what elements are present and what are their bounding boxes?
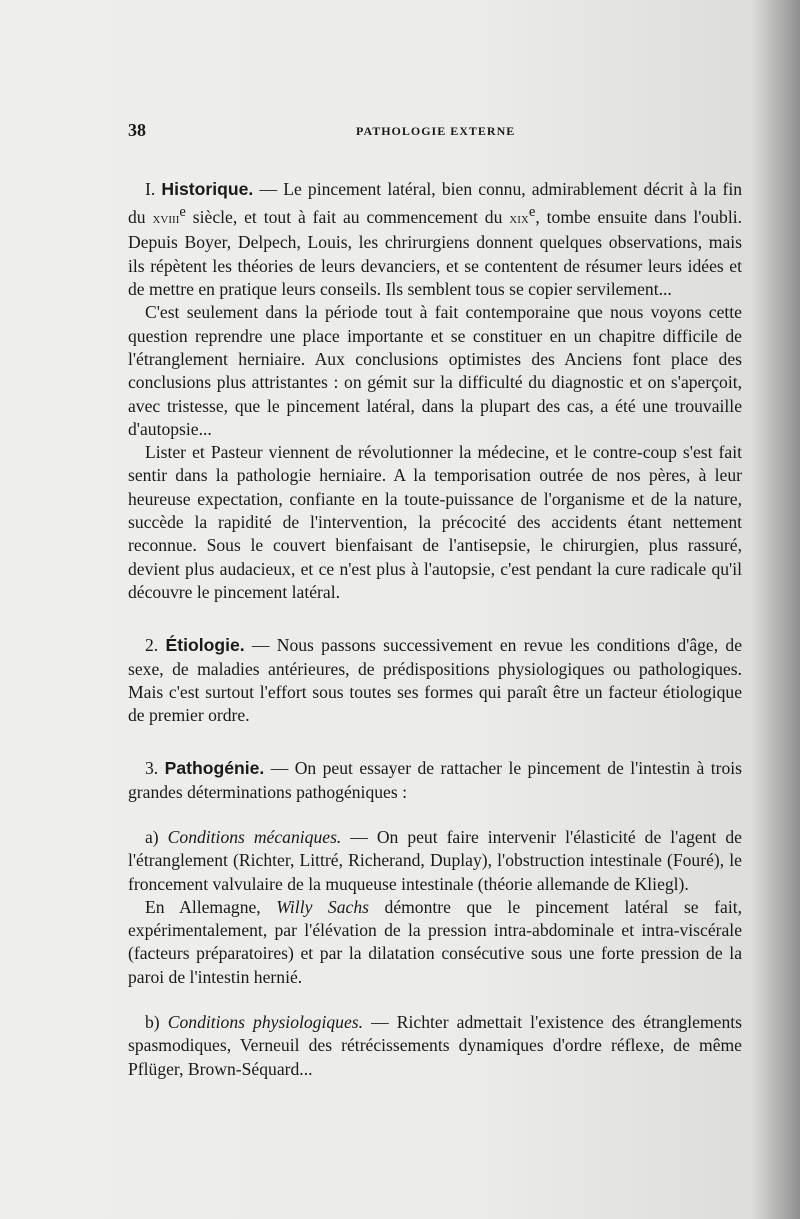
running-title: PATHOLOGIE EXTERNE [356,124,516,138]
historique-paragraph-3: Lister et Pasteur viennent de révolutionner la médecine, et le contre-coup s'est fait sentir dans la pathologie herniaire. A la temporisation outrée de nos pères, à leur heureuse expectation, confiante en la toute-puissance de l'organisme et de la nature, succède la rapidité de l'intervention, la précocité des accidents étant nettement reconnue. Sous le couvert bienfaisant de l'antisepsie, le chirurgien, plus rassuré, devient plus audacieux, et ce n'est plus à l'autopsie, c'est pendant la cure radicale qu'il découvre le pincement latéral. [128,442,742,602]
page-body [128,178,742,1081]
section-title-historique: Historique. [161,179,254,199]
text-run: , tombe ensuite dans l'oubli. Depuis Boyer, Delpech, Louis, les chrirurgiens donnent quelques observations, mais ils répètent les théories de leurs devanciers, et se contentent de résumer leurs idées et de mettre en pratique leurs conseils. Ils semblent tous se copier servilement... [128,207,742,300]
pathogenie-paragraph [128,757,742,804]
historique-paragraph-2: C'est seulement dans la période tout à fait contemporaine que nous voyons cette question reprendre une place importante et se constituer en un chapitre difficile de l'étranglement herniaire. Aux conclusions optimistes des Anciens font place des conclusions plus attristantes : on gémit sur la difficulté du diagnostic et on s'aperçoit, avec tristesse, que le pincement latéral, dans la plupart des cas, a été une trouvaille d'autopsie... [128,302,742,439]
century-numeral: xix [509,211,529,228]
subsection-title: Conditions mécaniques. [167,826,342,847]
superscript: e [179,204,186,221]
text-run: En Allemagne, [145,896,277,917]
subsection-label: b) [145,1012,160,1033]
historique-paragraph-1 [128,178,742,301]
dash: — [259,179,284,199]
text-run: — On peut essayer de rattacher le pincement de l'intestin à trois grandes déterminations pathogéniques : [128,758,742,802]
section-title-etiologie: Étiologie. [165,635,245,656]
text-run: démontre que le pincement latéral se fait, expérimentalement, par l'élévation de la pression intra-abdominale et intra-viscérale (facteurs préparatoires) et par la dilatation consécutive sous une forte pression de la paroi de l'intestin hernié. [128,896,742,987]
section-number: 3. [145,758,159,779]
text-run: — Nous passons successivement en revue les conditions d'âge, de sexe, de maladies antérieures, de prédispositions physiologiques ou pathologiques. Mais c'est surtout l'effort sous toutes ses formes qui paraît être un facteur étiologique de premier ordre. [128,635,743,726]
page-header [128,120,748,144]
conditions-mecaniques-paragraph [128,826,742,896]
text-run: — On peut faire intervenir l'élasticité de l'agent de l'étranglement (Richter, Littré, Richerand, Duplay), l'obstruction intestinale (Fouré), le froncement valvulaire de la muqueuse intestinale (théorie allemande de Kliegl). [128,826,742,894]
subsection-title: Conditions physiologiques. [167,1012,364,1033]
author-name: Willy Sachs [276,896,369,917]
text-run: siècle, et tout à fait au commencement du [185,207,510,228]
section-number: 2. [145,635,159,656]
section-number: I. [145,179,156,199]
subsection-label: a) [145,826,159,847]
etiologie-paragraph [128,634,742,727]
text-run: Le pincement latéral, bien connu, admirablement décrit à la fin du [128,179,743,228]
page-number: 38 [128,120,146,140]
section-title-pathogenie: Pathogénie. [164,758,265,779]
allemagne-paragraph [128,896,742,989]
superscript: e [528,204,536,221]
conditions-physiologiques-paragraph [128,1011,742,1081]
century-numeral: xviii [152,211,180,228]
text-run: — Richter admettait l'existence des étranglements spasmodiques, Verneuil des rétrécissements dynamiques d'ordre réflexe, de même Pflüger, Brown-Séquard... [128,1012,742,1079]
